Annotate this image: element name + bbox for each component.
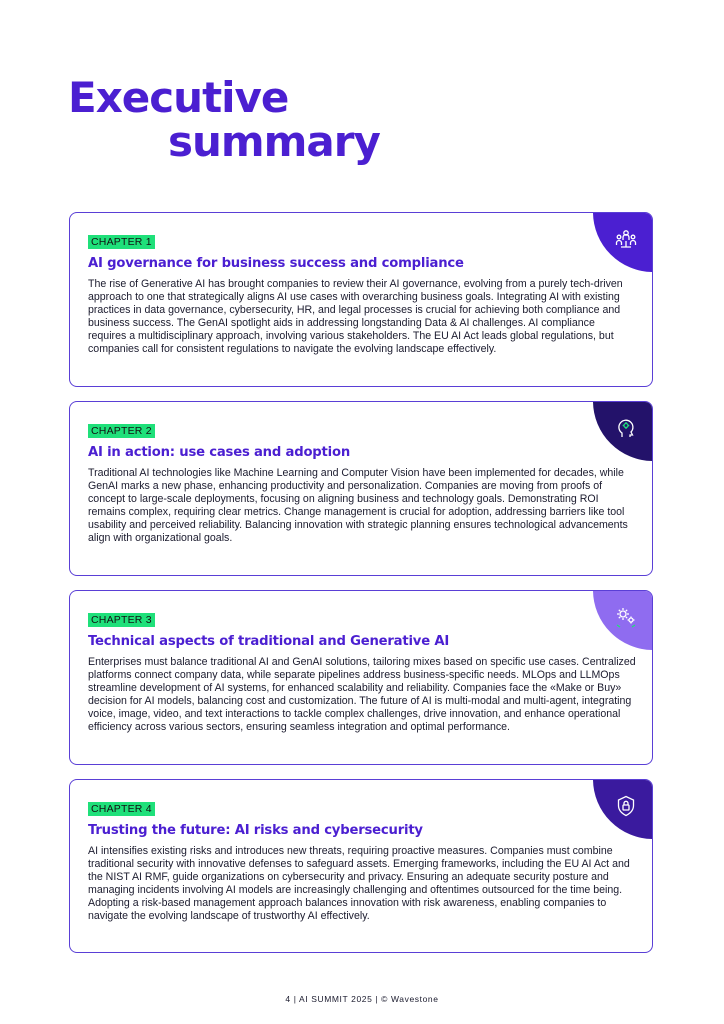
chapter-tag: CHAPTER 2 [88, 424, 155, 438]
chapter-tag: CHAPTER 3 [88, 613, 155, 627]
chapter-card-2 [69, 401, 653, 576]
chapter-heading: Trusting the future: AI risks and cybersecurity [88, 823, 423, 838]
chapter-heading: Technical aspects of traditional and Generative AI [88, 634, 450, 649]
gears-icon [613, 604, 639, 630]
head-gear-icon [614, 416, 638, 440]
chapter-heading: AI governance for business success and compliance [88, 256, 464, 271]
chapter-3-corner [593, 590, 653, 650]
chapter-heading: AI in action: use cases and adoption [88, 445, 351, 460]
chapter-body: The rise of Generative AI has brought companies to review their AI governance, evolving from a purely tech-driven approach to one that strategically aligns AI use cases with overarching business goals. Integrating AI with existing practices in data governance, cybersecurity, HR, and legal processes is crucial for achieving both compliance and business success. The GenAI spotlight aids in addressing longstanding Data & AI challenges. AI compliance requires a multidisciplinary approach, involving various stakeholders. The EU AI Act leads global regulations, but companies call for consistent regulations to navigate the evolving landscape effectively. [88, 278, 623, 355]
shield-lock-icon [614, 794, 638, 818]
chapter-body: Enterprises must balance traditional AI and GenAI solutions, tailoring mixes based on specific use cases. Centralized platforms connect company data, while separate pipelines address business-specific needs. MLOps and LLMOps streamline development of AI systems, for enhanced scalability and reliability. Companies face the «Make or Buy» decision for AI models, balancing cost and customization. The future of AI is multi-modal and multi-agent, integrating voice, image, video, and text interactions to tackle complex challenges, drive innovation, and enhance operational efficiency across various sectors, ensuring seamless integration and optimal performance. [88, 656, 636, 733]
chapter-1-corner [593, 212, 653, 272]
chapter-body: Traditional AI technologies like Machine Learning and Computer Vision have been implemented for decades, while GenAI marks a new phase, enhancing productivity and personalization. Companies are moving from proofs of concept to large-scale deployments, focusing on aligning business and technology goals. Demonstrating ROI remains complex, requiring clear metrics. Change management is crucial for adoption, addressing barriers like tool usability and perceived reliability. Balancing innovation with strategic planning ensures technological advancements align with organizational goals. [88, 467, 628, 544]
page-title [68, 73, 380, 166]
people-network-icon [614, 227, 638, 251]
chapter-tag: CHAPTER 1 [88, 235, 155, 249]
chapter-2-corner [593, 401, 653, 461]
chapter-card-3 [69, 590, 653, 765]
title-line-1: Executive [68, 73, 289, 122]
page-footer: 4 | AI SUMMIT 2025 | © Wavestone [285, 994, 439, 1004]
chapter-4-corner [593, 779, 653, 839]
title-line-2: summary [168, 117, 380, 166]
chapter-card-4 [69, 779, 653, 953]
chapter-card-1 [69, 212, 653, 387]
chapter-body: AI intensifies existing risks and introduces new threats, requiring proactive measures. Companies must combine traditional security with innovative defenses to safeguard assets. Emerging frameworks, including the EU AI Act and the NIST AI RMF, guide organizations on cybersecurity and privacy. Ensuring an adequate security posture and managing incidents involving AI models are increasingly challenging and oftentimes outsourced for the time being. Adopting a risk-based management approach balances innovation with risk awareness, enabling companies to navigate the evolving landscape of trustworthy AI effectively. [88, 845, 630, 922]
chapter-tag: CHAPTER 4 [88, 802, 155, 816]
